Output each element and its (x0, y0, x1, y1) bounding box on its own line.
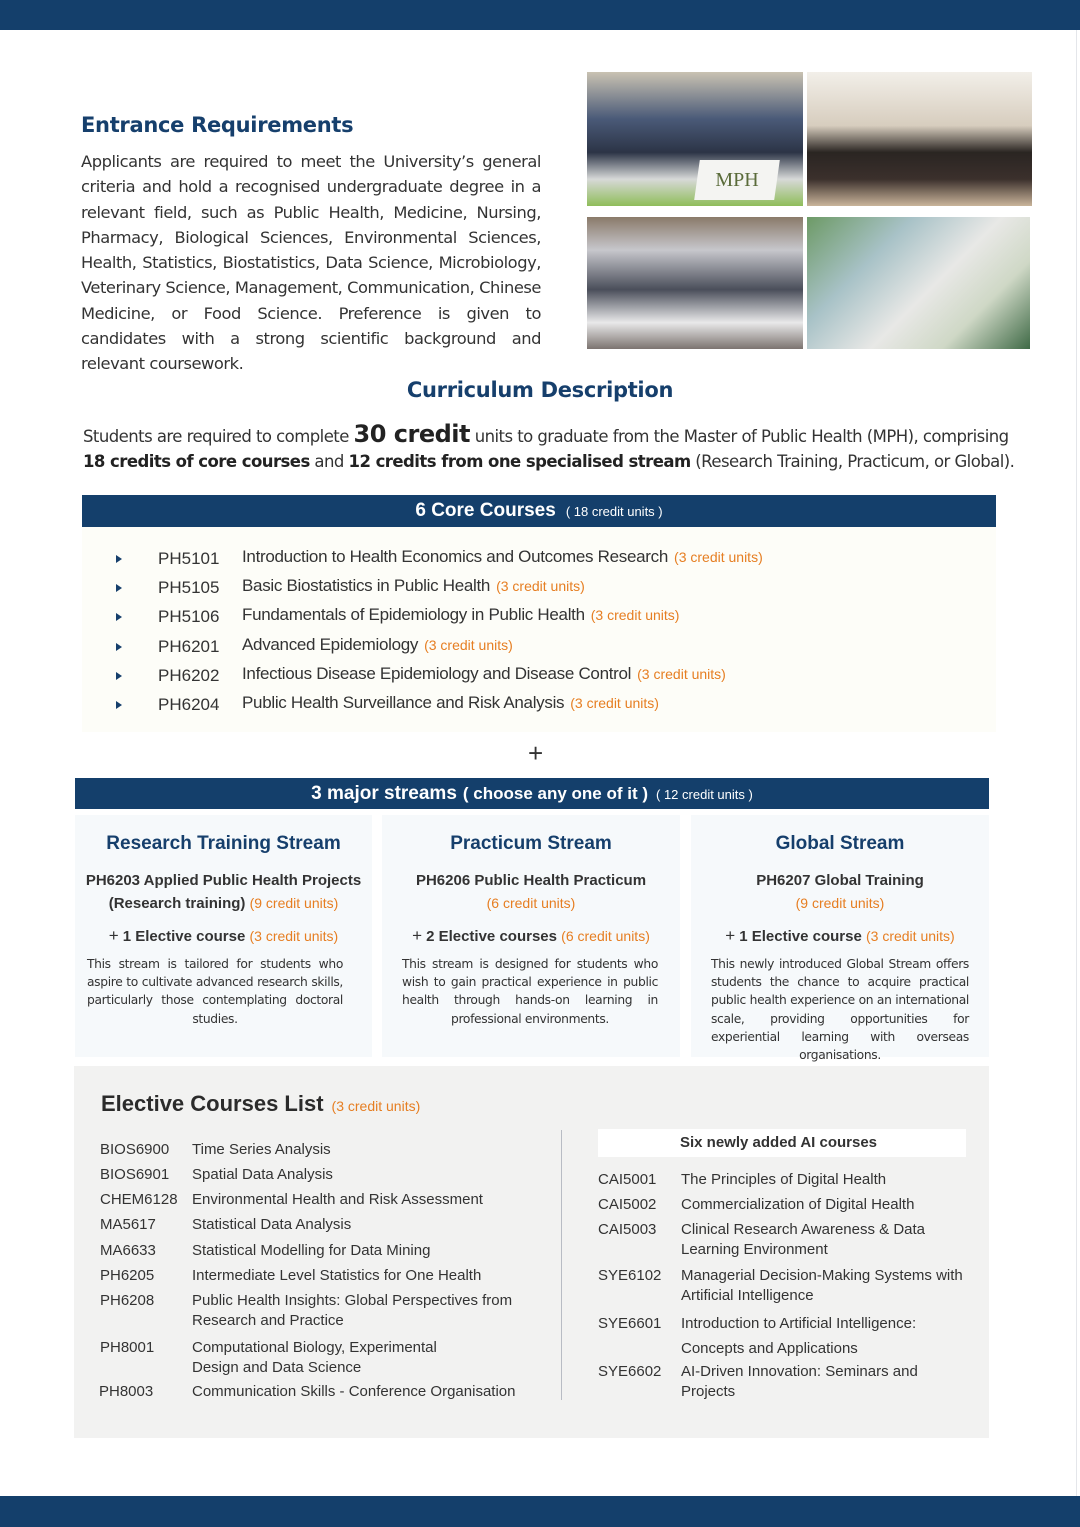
course-code: PH5101 (158, 549, 220, 568)
stream-elective (691, 926, 989, 946)
page-edge-line (1076, 30, 1077, 1496)
course-credits: (3 credit units) (590, 607, 680, 623)
stream-card-practicum (382, 815, 680, 1057)
plus-icon: + (108, 926, 119, 945)
core-course-row (82, 544, 996, 573)
stream-course-credits: (9 credit units) (795, 895, 885, 911)
course-name: Introduction to Artificial Intelligence: Concepts and Applications (681, 1315, 917, 1357)
course-code: MA6633 (100, 1242, 156, 1259)
plus-icon: + (528, 738, 544, 768)
curriculum-text: and (309, 452, 349, 471)
course-code: SYE6102 (598, 1267, 662, 1284)
curriculum-total-credits: 30 credit (353, 420, 471, 448)
course-code: PH6202 (158, 666, 220, 685)
ai-courses-header (598, 1129, 966, 1157)
streams-instruction: ( choose any one of it ) (462, 784, 649, 803)
course-code: MA5617 (100, 1216, 156, 1233)
course-code: CAI5002 (598, 1196, 657, 1213)
stream-card-research-training (75, 815, 372, 1057)
photo-banquet-hall (587, 217, 803, 349)
course-title (242, 605, 679, 625)
course-credits: (3 credit units) (424, 637, 513, 653)
stream-description: This stream is tailored for students who aspire to cultivate advanced research skills, particularly those contemplating doctoral studies. (87, 957, 343, 1026)
stream-description: This newly introduced Global Stream offers students the chance to acquire practical public health experience on an international scale, providing opportunities for experiential learning with overseas organisations. (711, 957, 969, 1063)
course-name: Fundamentals of Epidemiology in Public Health (242, 605, 585, 624)
course-name: Statistical Modelling for Data Mining (192, 1242, 431, 1259)
curriculum-line-2 (83, 452, 1014, 471)
course-code: BIOS6901 (100, 1166, 170, 1183)
curriculum-text: (Research Training, Practicum, or Global). (690, 452, 1015, 471)
stream-course (75, 869, 372, 915)
core-course-row (82, 602, 996, 631)
course-code: PH6205 (100, 1267, 155, 1284)
elective-courses-panel (74, 1066, 989, 1438)
course-name: Intermediate Level Statistics for One Health (192, 1267, 482, 1284)
core-credits-text: 18 credits of core courses (83, 452, 310, 471)
bullet-arrow-icon (116, 555, 122, 563)
core-courses-title: 6 Core Courses (415, 500, 556, 521)
course-title (242, 547, 763, 567)
photo-garden-stage (807, 217, 1030, 349)
photo-classroom-group (587, 72, 803, 206)
course-title (242, 693, 659, 713)
course-name: Basic Biostatistics in Public Health (242, 576, 491, 595)
core-course-row (82, 632, 996, 661)
stream-course-title: PH6207 Global Training (756, 872, 924, 889)
course-code: PH8003 (99, 1383, 154, 1400)
top-banner-bar (0, 0, 1080, 30)
stream-elective-credits: (3 credit units) (865, 928, 955, 944)
course-code: CAI5001 (598, 1171, 657, 1188)
entrance-requirements-heading: Entrance Requirements (81, 113, 354, 137)
course-credits: (3 credit units) (674, 549, 763, 565)
stream-elective-credits: (3 credit units) (249, 928, 339, 944)
curriculum-heading: Curriculum Description (406, 378, 674, 402)
elective-courses-title: Elective Courses List (101, 1091, 324, 1116)
streams-credits: ( 12 credit units ) (656, 787, 753, 802)
course-code: PH6208 (100, 1292, 155, 1309)
course-code: CHEM6128 (100, 1191, 178, 1208)
stream-elective-credits: (6 credit units) (561, 928, 650, 944)
column-divider (561, 1130, 562, 1400)
stream-name: Global Stream (775, 833, 905, 854)
stream-course-credits: (9 credit units) (249, 895, 339, 911)
bottom-banner-bar (0, 1496, 1080, 1527)
course-code: BIOS6900 (100, 1141, 170, 1158)
course-code: SYE6601 (598, 1315, 662, 1332)
stream-elective (75, 926, 372, 946)
course-name: The Principles of Digital Health (681, 1171, 887, 1188)
course-name: Public Health Surveillance and Risk Analysis (242, 693, 565, 712)
course-code: PH5105 (158, 578, 220, 597)
stream-elective-label: 2 Elective courses (426, 928, 557, 945)
bullet-arrow-icon (116, 701, 122, 709)
course-title (242, 664, 726, 684)
course-code: SYE6602 (598, 1363, 662, 1380)
stream-course-subtitle: (Research training) (108, 895, 246, 912)
stream-elective-label: 1 Elective course (739, 928, 862, 945)
stream-elective-label: 1 Elective course (122, 928, 246, 945)
plus-icon: + (725, 926, 736, 945)
course-name: Public Health Insights: Global Perspectives from Research and Practice (192, 1292, 513, 1329)
course-credits: (3 credit units) (570, 695, 659, 711)
mph-banner (694, 160, 780, 200)
course-name: Environmental Health and Risk Assessment (192, 1191, 483, 1208)
ai-courses-title: Six newly added AI courses (680, 1134, 878, 1151)
course-name: AI-Driven Innovation: Seminars and Projects (681, 1363, 918, 1400)
course-name: Commercialization of Digital Health (681, 1196, 915, 1213)
core-courses-credits: ( 18 credit units ) (565, 504, 663, 519)
core-course-row (82, 573, 996, 602)
course-name: Managerial Decision-Making Systems with Artificial Intelligence (681, 1267, 963, 1304)
stream-course (691, 869, 989, 915)
bullet-arrow-icon (116, 584, 122, 592)
course-name: Infectious Disease Epidemiology and Disease Control (242, 664, 632, 683)
stream-name: Research Training Stream (106, 833, 341, 854)
course-credits: (3 credit units) (496, 578, 585, 594)
stream-card-global (691, 815, 989, 1063)
curriculum-text: Students are required to complete (83, 427, 354, 446)
stream-course-credits: (6 credit units) (486, 895, 576, 911)
course-code: PH6201 (158, 637, 220, 656)
course-code: PH5106 (158, 607, 220, 626)
streams-header (75, 778, 989, 809)
curriculum-line-1 (83, 420, 1009, 448)
curriculum-text: units to graduate from the Master of Public Health (MPH), comprising (470, 427, 1009, 446)
course-credits: (3 credit units) (637, 666, 726, 682)
course-name: Advanced Epidemiology (242, 635, 419, 654)
stream-course-title: PH6203 Applied Public Health Projects (85, 872, 362, 889)
bullet-arrow-icon (116, 672, 122, 680)
core-course-row (82, 661, 996, 690)
elective-courses-credits: (3 credit units) (331, 1098, 421, 1114)
stream-name: Practicum Stream (450, 833, 612, 854)
bullet-arrow-icon (116, 613, 122, 621)
plus-icon: + (412, 926, 423, 945)
course-name: Clinical Research Awareness & Data Learning Environment (681, 1221, 926, 1258)
elective-courses-heading (101, 1091, 420, 1117)
course-name: Introduction to Health Economics and Outcomes Research (242, 547, 669, 566)
course-name: Statistical Data Analysis (192, 1216, 352, 1233)
course-name: Communication Skills - Conference Organisation (192, 1383, 516, 1400)
core-courses-list (82, 527, 996, 732)
mph-banner-text: MPH (715, 169, 759, 191)
photo-costume-group (807, 72, 1032, 206)
course-title (242, 576, 585, 596)
bullet-arrow-icon (116, 643, 122, 651)
stream-description: This stream is designed for students who wish to gain practical experience in public health through hands-on learning in professional environments. (402, 957, 658, 1026)
stream-course-title: PH6206 Public Health Practicum (415, 872, 647, 889)
core-course-row (82, 690, 996, 719)
course-code: PH6204 (158, 695, 220, 714)
stream-elective (382, 926, 680, 946)
course-name: Computational Biology, Experimental Design and Data Science (192, 1339, 437, 1376)
streams-title: 3 major streams (311, 783, 457, 804)
core-courses-header (82, 495, 996, 527)
course-name: Time Series Analysis (192, 1141, 331, 1158)
entrance-requirements-text: Applicants are required to meet the University’s general criteria and hold a recognised undergraduate degree in a relevant field, such as Public Health, Medicine, Nursing, Pharmacy, Biological Sciences, Environmental Sciences, Health, Statistics, Biostatistics, Data Science, Microbiology, Veterinary Science, Management, Communication, Chinese Medicine, or Food Science. Preference is given to candidates with a strong scientific background and relevant coursework. (81, 152, 541, 374)
stream-credits-text: 12 credits from one specialised stream (348, 452, 691, 471)
course-name: Spatial Data Analysis (192, 1166, 333, 1183)
course-code: CAI5003 (598, 1221, 657, 1238)
course-code: PH8001 (100, 1339, 155, 1356)
stream-course (382, 869, 680, 915)
course-title (242, 635, 513, 655)
